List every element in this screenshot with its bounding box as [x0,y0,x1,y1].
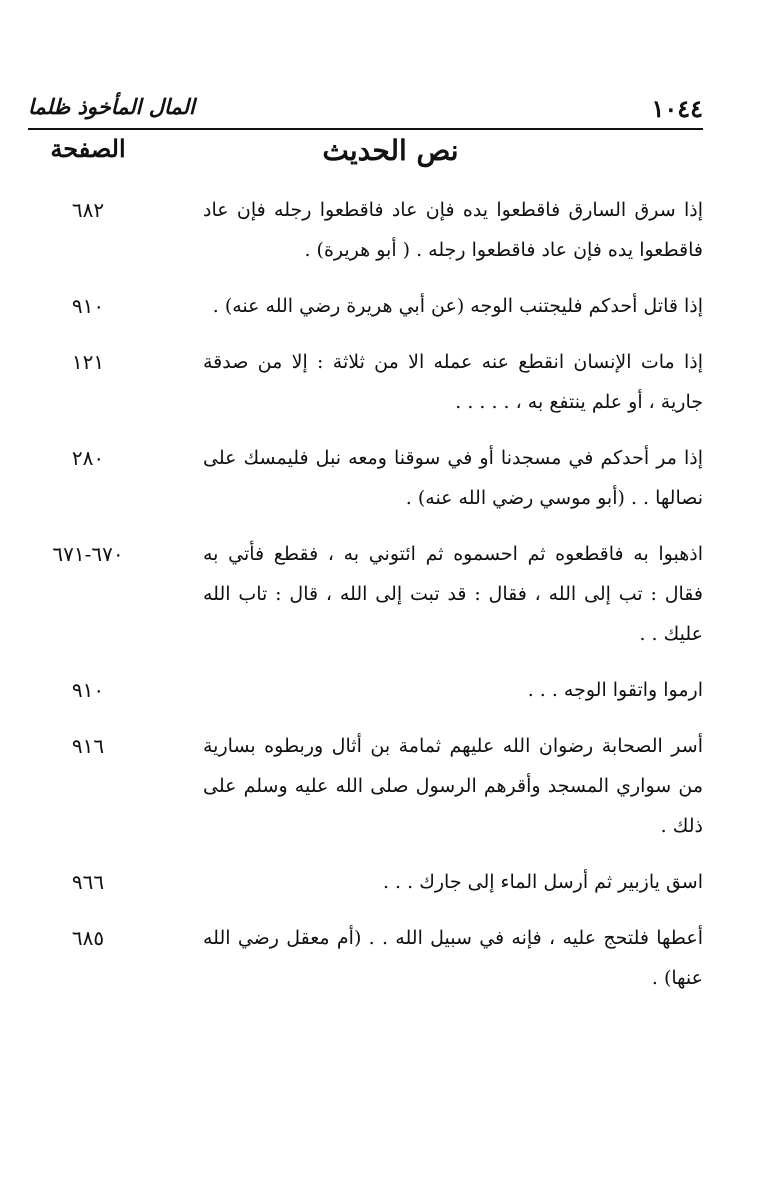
page-reference: ٩١٠ [71,678,105,702]
page-reference: ٦٧٠-٦٧١ [52,542,124,566]
page-reference: ٩٦٦ [71,870,105,894]
book-title: المال المأخوذ ظلما [28,94,195,119]
index-entry [28,342,703,422]
index-entry [28,670,703,710]
page-reference: ١٢١ [71,350,105,374]
index-entry [28,190,703,270]
hadith-text: أعطها فلتحج عليه ، فإنه في سبيل الله . . (أم معقل رضي الله عنها) . [203,927,703,989]
page-column-heading: الصفحة [50,134,126,163]
hadith-index-list [28,190,703,1014]
page-reference: ٩١٠ [71,294,105,318]
running-header [28,92,703,130]
page-reference: ٢٨٠ [71,446,105,470]
index-entry [28,726,703,846]
hadith-text: اذهبوا به فاقطعوه ثم احسموه ثم ائتوني به ، فقطع فأتي به فقال : تب إلى الله ، فقال : قد تبت إلى الله ، قال : تاب الله عليك . . [203,543,703,645]
hadith-text: إذا مات الإنسان انقطع عنه عمله الا من ثلاثة : إلا من صدقة جارية ، أو علم ينتفع به ، . . . . . [203,351,703,413]
index-entry [28,534,703,654]
page-reference: ٦٨٢ [71,198,105,222]
hadith-text: إذا مر أحدكم في مسجدنا أو في سوقنا ومعه نبل فليمسك على نصالها . . (أبو موسي رضي الله عنه) . [203,447,703,509]
hadith-text: ارموا واتقوا الوجه . . . [527,679,703,701]
page-number: ١٠٤٤ [651,94,703,123]
index-entry [28,438,703,518]
hadith-text: إذا سرق السارق فاقطعوا يده فإن عاد فاقطعوا رجله فإن عاد فاقطعوا يده فإن عاد فاقطعوا رجله . ( أبو هريرة) . [203,199,703,261]
hadith-text: إذا قاتل أحدكم فليجتنب الوجه (عن أبي هريرة رضي الله عنه) . [212,295,703,317]
index-entry [28,286,703,326]
page-reference: ٦٨٥ [71,926,105,950]
column-headings [28,134,703,184]
index-entry [28,862,703,902]
hadith-text: اسق يازبير ثم أرسل الماء إلى جارك . . . [382,871,703,893]
index-entry [28,918,703,998]
hadith-text: أسر الصحابة رضوان الله عليهم ثمامة بن أثال وربطوه بسارية من سواري المسجد وأقرهم الرسول صلى الله عليه وسلم على ذلك . [203,735,703,837]
page-reference: ٩١٦ [71,734,105,758]
hadith-text-column-heading: نص الحديث [322,134,459,167]
